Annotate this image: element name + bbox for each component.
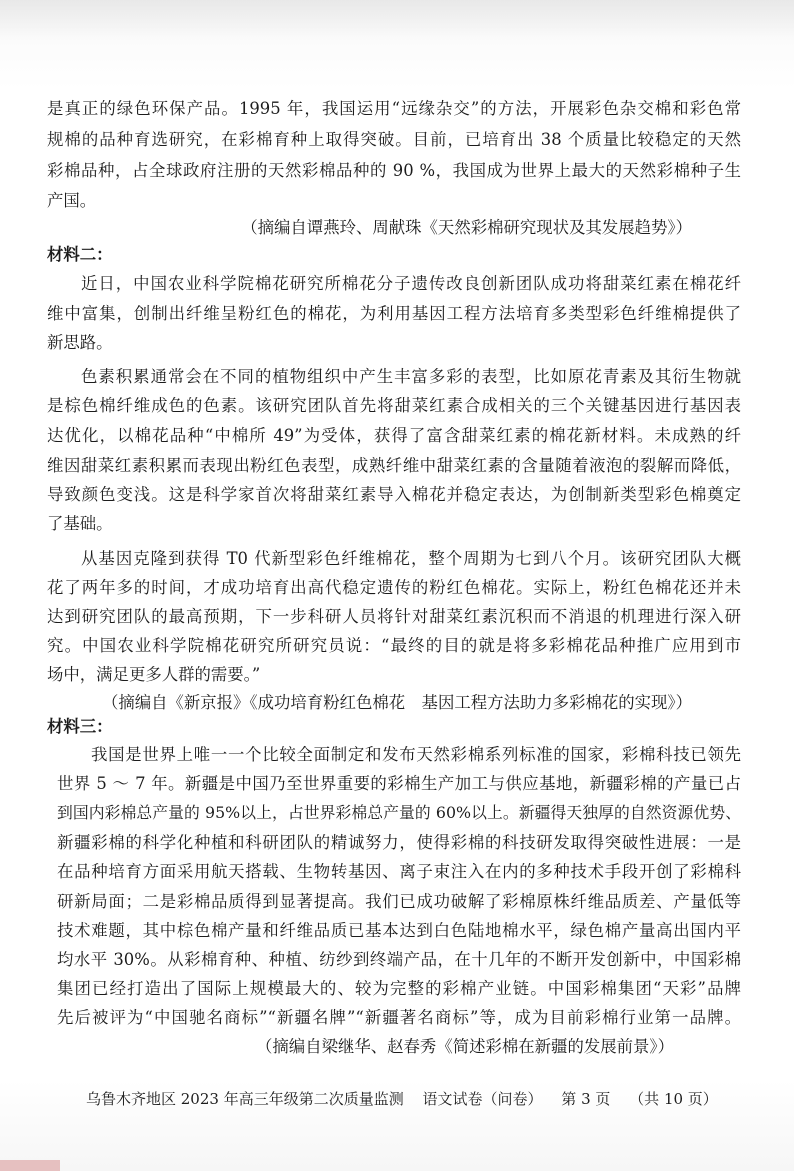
material3-line: 研新局面；二是彩棉品质得到显著提高。我们已成功破解了彩棉原株纤维品质差、产量低等 xyxy=(57,892,741,911)
material3-line: 新疆彩棉的科学化种植和科研团队的精诚努力，使得彩棉的科技研发取得突破性进展：一是 xyxy=(57,833,741,852)
material2-line: 是棕色棉纤维成色的色素。该研究团队首先将甜菜红素合成相关的三个关键基因进行基因表 xyxy=(47,396,741,415)
material3-line: 技术难题，其中棕色棉产量和纤维品质已基本达到白色陆地棉水平，绿色棉产量高出国内平 xyxy=(57,921,741,940)
scan-smudge xyxy=(0,1160,60,1171)
material2-line: 了基础。 xyxy=(47,514,113,533)
material1-line: 产国。 xyxy=(47,191,97,210)
footer-exam-title: 乌鲁木齐地区 2023 年高三年级第二次质量监测 xyxy=(86,1090,404,1108)
material2-line: 究。中国农业科学院棉花研究所研究员说：“最终的目的就是将多彩棉花品种推广应用到市 xyxy=(47,636,741,655)
material2-line: 导致颜色变浅。这是科学家首次将甜菜红素导入棉花并稳定表达，为创制新类型彩色棉奠定 xyxy=(47,485,741,504)
material1-line: 彩棉品种，占全球政府注册的天然彩棉品种的 90 %，我国成为世界上最大的天然彩棉种子生 xyxy=(47,161,741,180)
material2-line: 达优化，以棉花品种“中棉所 49”为受体，获得了富含甜菜红素的棉花新材料。未成熟的纤 xyxy=(47,426,741,445)
footer-subject: 语文试卷（问卷） xyxy=(422,1090,543,1108)
material2-line: 达到研究团队的最高预期，下一步科研人员将针对甜菜红素沉积而不消退的机理进行深入研 xyxy=(47,607,741,626)
footer-page-total: （共 10 页） xyxy=(629,1090,718,1108)
material3-heading: 材料三： xyxy=(47,717,113,736)
material3-line: 到国内彩棉总产量的 95%以上，占世界彩棉总产量的 60%以上。新疆得天独厚的自然资源优势、 xyxy=(57,803,741,822)
material2-citation: （摘编自《新京报》《成功培育粉红色棉花 基因工程方法助力多彩棉花的实现》） xyxy=(101,693,692,712)
material2-heading: 材料二： xyxy=(47,245,113,264)
material2-line: 花了两年多的时间，才成功培育出高代稳定遗传的粉红色棉花。实际上，粉红色棉花还并未 xyxy=(47,578,741,597)
material2-line: 从基因克隆到获得 T0 代新型彩色纤维棉花，整个周期为七到八个月。该研究团队大概 xyxy=(81,549,741,568)
material3-line: 先后被评为“中国驰名商标”“新疆名牌”“新疆著名商标”等，成为目前彩棉行业第一品牌。 xyxy=(57,1008,741,1027)
material2-line: 维因甜菜红素积累而表现出粉红色表型，成熟纤维中甜菜红素的含量随着液泡的裂解而降低， xyxy=(47,456,741,475)
material2-line: 近日，中国农业科学院棉花研究所棉花分子遗传改良创新团队成功将甜菜红素在棉花纤 xyxy=(81,274,741,293)
footer-page-number: 第 3 页 xyxy=(561,1090,611,1108)
material2-line: 色素积累通常会在不同的植物组织中产生丰富多彩的表型，比如原花青素及其衍生物就 xyxy=(81,367,741,386)
material2-line: 场中，满足更多人群的需要。” xyxy=(47,665,261,684)
material3-line: 世界 5 ～ 7 年。新疆是中国乃至世界重要的彩棉生产加工与供应基地，新疆彩棉的产量已占 xyxy=(57,774,741,793)
material3-line: 集团已经打造出了国际上规模最大的、较为完整的彩棉产业链。中国彩棉集团“天彩”品牌 xyxy=(57,979,741,998)
material1-citation: （摘编自谭燕玲、周献珠《天然彩棉研究现状及其发展趋势》） xyxy=(241,218,692,237)
material2-line: 维中富集，创制出纤维呈粉红色的棉花，为利用基因工程方法培育多类型彩色纤维棉提供了 xyxy=(47,304,741,323)
material3-line: 在品种培育方面采用航天搭载、生物转基因、离子束注入在内的多种技术手段开创了彩棉科 xyxy=(57,862,741,881)
material3-citation: （摘编自梁继华、赵春秀《简述彩棉在新疆的发展前景》） xyxy=(256,1037,674,1056)
material1-line: 规棉的品种育选研究，在彩棉育种上取得突破。目前，已培育出 38 个质量比较稳定的天然 xyxy=(47,130,741,149)
material1-line: 是真正的绿色环保产品。1995 年，我国运用“远缘杂交”的方法，开展彩色杂交棉和彩色常 xyxy=(47,99,741,118)
material3-line: 均水平 30%。从彩棉育种、种植、纺纱到终端产品，在十几年的不断开发创新中，中国彩棉 xyxy=(57,950,741,969)
material2-line: 新思路。 xyxy=(47,333,113,352)
page-footer xyxy=(86,1087,718,1111)
material3-line: 我国是世界上唯一一个比较全面制定和发布天然彩棉系列标准的国家，彩棉科技已领先 xyxy=(91,745,741,764)
